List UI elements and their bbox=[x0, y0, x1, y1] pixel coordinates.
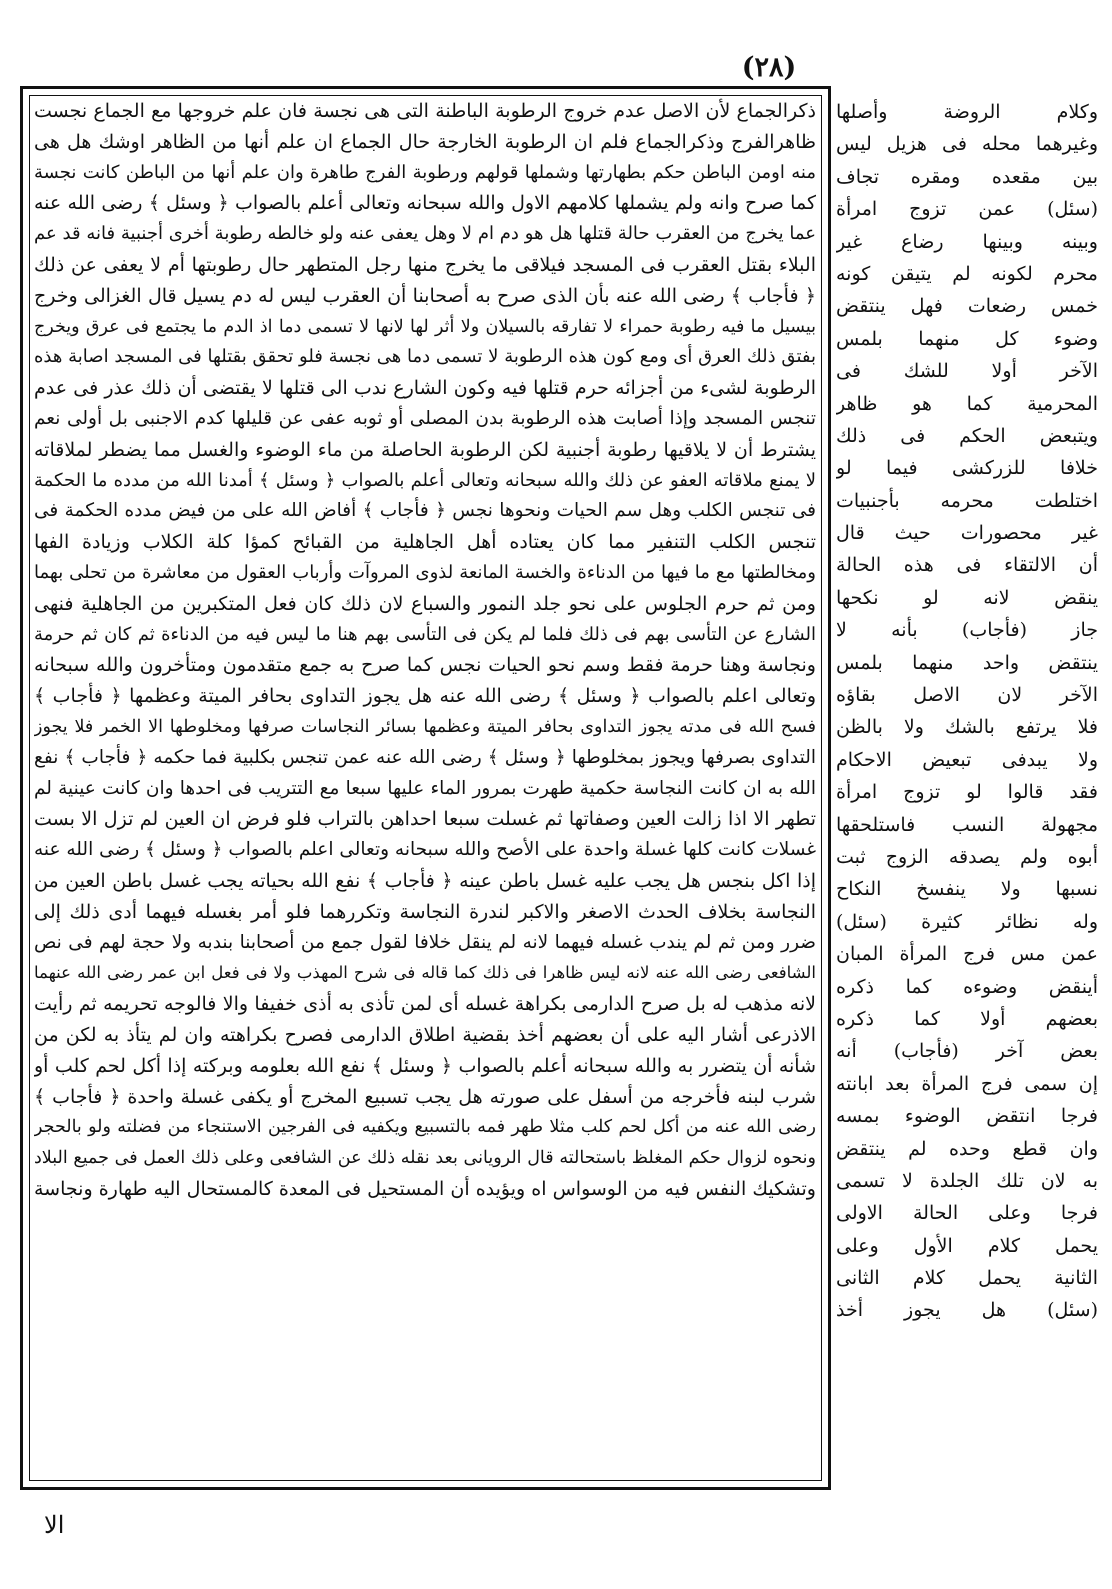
main-text-line: ظاهرالفرج وذكرالجماع فلم ان الرطوبة الخارجة حال الجماع ان علم أنها من الظاهر اوشك هل هى bbox=[34, 130, 816, 153]
margin-text-line: وان قطع وحده لم ينتقض bbox=[836, 1137, 1098, 1160]
main-text-line: لا يمنع ملاقاته العفو عن ذلك والله سبحانه وتعالى أعلم بالصواب ﴿ وسئل ﴾ أمدنا الله من مدده ما الحكمة bbox=[34, 469, 816, 491]
margin-text-line: وغيرهما محله فى هزيل ليس bbox=[836, 133, 1098, 156]
main-text-column bbox=[34, 96, 816, 1478]
main-text-line: ﴿ فأجاب ﴾ رضى الله عنه بأن الذى صرح به أصحابنا أن العقرب ليس له دم يسيل قال الغزالى وخرج bbox=[34, 284, 816, 307]
margin-text-line: أينقض وضوءه كما ذكره bbox=[836, 975, 1098, 998]
main-text-line: ضرر ومن ثم لم يندب غسله فيهما لانه لم ينقل خلافا لقول جمع من أصحابنا بندبه ولا حجة لهم فى نص bbox=[34, 931, 816, 953]
main-text-line: النجاسة بخلاف الحدث الاصغر والاكبر لندرة النجاسة وتكررهما فلو أمر بغسله فيهما أدى ذلك إلى bbox=[34, 900, 816, 923]
main-text-line: البلاء بقتل العقرب فى المسجد فيلاقى ما يخرج منها رجل المتطهر حال رطوبتها أم لا يعفى عن ذلك bbox=[34, 253, 816, 276]
margin-text-line: بين مقعده ومقره تجاف bbox=[836, 165, 1098, 188]
margin-text-line: فقد قالوا لو تزوج امرأة bbox=[836, 781, 1098, 804]
main-text-line: فى تنجس الكلب وهل سم الحيات ونحوها نجس ﴿ فأجاب ﴾ أفاض الله على من فيض مدده الحكمة فى bbox=[34, 500, 816, 522]
main-text-line: التداوى بصرفها ويجوز بمخلوطها ﴿ وسئل ﴾ رضى الله عنه عمن تنجس بكلبية فما حكمه ﴿ فأجاب ﴾ نفع bbox=[34, 746, 816, 768]
margin-text-line: وله نظائر كثيرة (سئل) bbox=[836, 910, 1098, 933]
margin-text-line: جاز (فأجاب) بأنه لا bbox=[836, 619, 1098, 642]
margin-text-line: محرم لكونه لم يتيقن كونه bbox=[836, 262, 1098, 285]
main-text-line: شأنه أن يتضرر به والله سبحانه أعلم بالصواب ﴿ وسئل ﴾ نفع الله بعلومه وبركته إذا أكل لحم كلب أو bbox=[34, 1054, 816, 1077]
main-text-line: لانه مذهب له بل صرح الدارمى بكراهة غسله أى لمن تأذى به أذى خفيفا والا فالوجه تحريمه ثم رأيت bbox=[34, 993, 816, 1016]
margin-text-line: به لان تلك الجلدة لا تسمى bbox=[836, 1169, 1098, 1192]
margin-text-line: وضوء كل منهما بلمس bbox=[836, 327, 1098, 350]
margin-text-line: غير محصورات حيث قال bbox=[836, 522, 1098, 545]
main-text-line: الاذرعى أشار اليه على أن بعضهم أخذ بقضية اطلاق الدارمى فصرح بكراهته وان لم يتأذ به لكن من bbox=[34, 1023, 816, 1046]
main-text-line: ومن ثم حرم الجلوس على نحو جلد النمور والسباع لان ذلك كان فعل المتكبرين من الجاهلية فنهى bbox=[34, 592, 816, 615]
main-text-line: عما يخرج من العقرب حالة قتلها هل هو دم ام لا وهل يعفى عنه ولو خالطه رطوبة أخرى أجنبية فانه قد عم bbox=[34, 223, 816, 245]
margin-text-line: ينقض لانه لو نكحها bbox=[836, 586, 1098, 609]
main-text-line: الله به ان كانت النجاسة حكمية طهرت بمرور الماء عليها سبعا مع التتريب فى احدها وان كانت عينية لم bbox=[34, 777, 816, 799]
margin-text-line: (سئل) هل يجوز أخذ bbox=[836, 1299, 1098, 1322]
margin-text-line: خلافا للزركشى فيما لو bbox=[836, 457, 1098, 480]
main-text-line: ونحوه لزوال حكم المغلظ باستحالته قال الرويانى بعد نقله ذلك عن الشافعى وعلى ذلك العمل فى جميع البلاد bbox=[34, 1148, 816, 1169]
catchword: الا bbox=[44, 1511, 65, 1539]
main-text-line: الشارع عن التأسى بهم فى ذلك فلما لم يكن فى التأسى بهم هنا ما ليس فيه من الدناءة ثم كان ثم حرمة bbox=[34, 623, 816, 645]
margin-text-line: فرجا انتقض الوضوء بمسه bbox=[836, 1105, 1098, 1128]
main-text-line: ونجاسة وهنا حرمة فقط وسم نحو الحيات نجس كما صرح به جمع متقدمون ومتأخرون والله سبحانه bbox=[34, 654, 816, 677]
margin-text-line: وكلام الروضة وأصلها bbox=[836, 101, 1098, 123]
margin-text-line: نسبها ولا ينفسخ النكاح bbox=[836, 878, 1098, 901]
main-text-line: إذا اكل بنجس هل يجب عليه غسل باطن عينه ﴿ فأجاب ﴾ نفع الله بحياته يجب غسل باطن العين من bbox=[34, 869, 816, 892]
margin-text-line: مجهولة النسب فاستلحقها bbox=[836, 813, 1098, 836]
main-text-line: وتعالى اعلم بالصواب ﴿ وسئل ﴾ رضى الله عنه هل يجوز التداوى بحافر الميتة وعظمها ﴿ فأجاب ﴾ bbox=[34, 685, 816, 708]
main-text-line: كما صرح وانه ولم يشملها كلامهم الاول والله سبحانه وتعالى أعلم بالصواب ﴿ وسئل ﴾ رضى الله عنه bbox=[34, 192, 816, 215]
margin-text-line: اختلطت محرمه بأجنبيات bbox=[836, 489, 1098, 512]
margin-text-line: الثانية يحمل كلام الثانى bbox=[836, 1267, 1098, 1290]
margin-text-line: فرجا وعلى الحالة الاولى bbox=[836, 1202, 1098, 1225]
main-text-line: فسح الله فى مدته يجوز التداوى بحافر الميتة وعظمها بسائر النجاسات صرفها ومخلوطها الا الخمر فلا يجوز bbox=[34, 716, 816, 737]
main-text-line: شرب لبنه فأخرجه من أسفل على صورته هل يجب تسبيع المخرج أو يكفى غسلة واحدة ﴿ فأجاب ﴾ bbox=[34, 1085, 816, 1108]
main-text-line: يشترط أن لا يلاقيها رطوبة أجنبية لكن الرطوبة الحاصلة من ماء الوضوء والغسل مما يضطر لملاقاته bbox=[34, 438, 816, 461]
margin-commentary-column bbox=[836, 96, 1098, 1491]
main-text-line: بفتق ذلك العرق أى ومع كون هذه الرطوبة لا تسمى دما هى نجسة فلو تحقق بقتلها فى المسجد اصابة هذه bbox=[34, 346, 816, 368]
margin-text-line: إن سمى فرج المرأة بعد ابانته bbox=[836, 1072, 1098, 1095]
margin-text-line: الآخر أولا للشك فى bbox=[836, 360, 1098, 383]
margin-text-line: فلا يرتفع بالشك ولا بالظن bbox=[836, 716, 1098, 739]
margin-text-line: خمس رضعات فهل ينتقض bbox=[836, 295, 1098, 318]
main-text-line: الشافعى رضى الله عنه لانه ليس ظاهرا فى ذلك كما قاله فى شرح المهذب ولا فى فعل ابن عمر رضى الله عنهما bbox=[34, 963, 816, 983]
margin-text-line: أن الالتقاء فى هذه الحالة bbox=[836, 554, 1098, 577]
main-text-line: منه اومن الباطن حكم بطهارتها وشملها قولهم ورطوبة الفرج طاهرة وان علم أنها من الباطن كانت نجسة bbox=[34, 161, 816, 183]
margin-text-line: عمن مس فرج المرأة المبان bbox=[836, 943, 1098, 966]
main-text-line: وتشكيك النفس فيه من الوسواس اه ويؤيده أن المستحيل فى المعدة كالمستحال اليه طهارة ونجاسة bbox=[34, 1177, 816, 1200]
margin-text-line: بعضهم أولا كما ذكره bbox=[836, 1007, 1098, 1030]
main-text-line: الرطوبة لشىء من أجزائه حرم قتلها فيه وكون الشارع ندب الى قتلها لا يقتضى أن ذلك عذر فى عدم bbox=[34, 377, 816, 400]
main-text-line: ذكرالجماع لأن الاصل عدم خروج الرطوبة الباطنة التى هى نجسة فان علم خروجها مع الجماع نجست bbox=[34, 100, 816, 122]
main-text-line: رضى الله عنه من أكل لحم كلب مثلا طهر فمه بالتسبيع ويكفيه فى الفرجين الاستنجاء من فضلته ولو بالحجر bbox=[34, 1117, 816, 1138]
margin-text-line: وبينه وبينها رضاع غير bbox=[836, 230, 1098, 253]
main-text-line: بيسيل ما فيه رطوبة حمراء لا تفارقه بالسيلان ولا أثر لها لانها لا تسمى دما اذ الدم ما يجتمع فى عرق ويخرج bbox=[34, 316, 816, 337]
margin-text-line: ولا يبدفى تبعيض الاحكام bbox=[836, 748, 1098, 771]
main-text-line: تنجس الكلب التنفير مما كان يعتاده أهل الجاهلية من القبائح كمؤا كلة الكلاب وزيادة الفها bbox=[34, 531, 816, 554]
margin-text-line: ويتبعض الحكم فى ذلك bbox=[836, 424, 1098, 447]
margin-text-line: ينتقض واحد منهما بلمس bbox=[836, 651, 1098, 674]
main-text-line: غسلات كانت كلها غسلة واحدة على الأصح والله سبحانه وتعالى اعلم بالصواب ﴿ وسئل ﴾ رضى الله عنه bbox=[34, 839, 816, 861]
main-text-line: تنجس المسجد وإذا أصابت هذه الرطوبة بدن المصلى أو ثوبه عفى عن قليلها كدم الاجنبى بل أولى نعم bbox=[34, 407, 816, 429]
margin-text-line: (سئل) عمن تزوج امرأة bbox=[836, 198, 1098, 221]
margin-text-line: أبوه ولم يصدقه الزوج ثبت bbox=[836, 845, 1098, 868]
margin-text-line: بعض آخر (فأجاب) أنه bbox=[836, 1040, 1098, 1063]
main-text-line: ومخالطتها مع ما فيها من الدناءة والخسة المانعة لذوى المروآت وأرباب العقول من معاشرة من تحلى بهما bbox=[34, 561, 816, 583]
margin-text-line: يحمل كلام الأول وعلى bbox=[836, 1234, 1098, 1257]
margin-text-line: الآخر لان الاصل بقاؤه bbox=[836, 684, 1098, 707]
main-text-line: تطهر الا اذا زالت العين وصفاتها ثم غسلت سبعا احداهن بالتراب فلو فرض ان العين لم تزل الا بست bbox=[34, 808, 816, 831]
margin-text-line: المحرمية كما هو ظاهر bbox=[836, 392, 1098, 415]
page-number: (٢٨) bbox=[741, 52, 797, 83]
